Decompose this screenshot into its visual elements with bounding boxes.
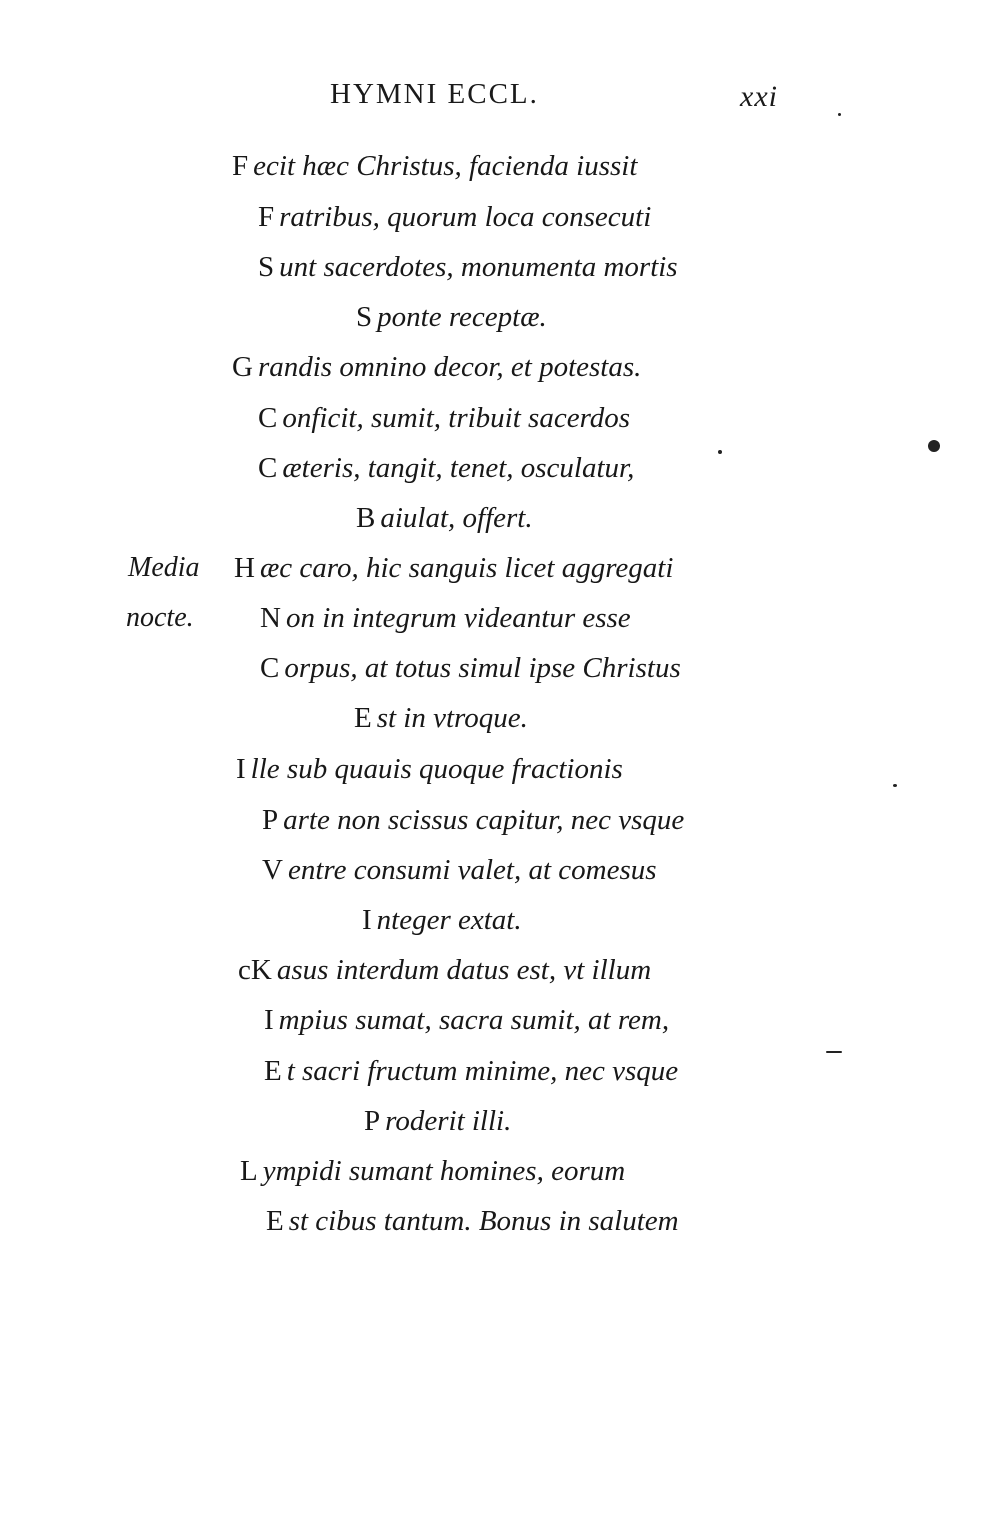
- line-text: unt sacerdotes, monumenta mortis: [279, 251, 678, 283]
- line-initial: I: [236, 753, 246, 785]
- line-initial: S: [356, 301, 373, 333]
- line-initial: I: [362, 904, 372, 936]
- line-initial: G: [232, 351, 253, 383]
- line-initial: F: [258, 201, 275, 233]
- verse-line: [266, 1207, 679, 1236]
- verse-line: [258, 203, 651, 232]
- line-text: ympidi sumant homines, eorum: [262, 1155, 626, 1187]
- verse-line: [262, 856, 657, 885]
- line-text: st cibus tantum. Bonus in salutem: [288, 1205, 679, 1237]
- line-initial: B: [356, 502, 376, 534]
- verse-line: [264, 1006, 669, 1035]
- line-initial: F: [232, 150, 249, 182]
- line-initial: P: [262, 804, 279, 836]
- verse-line: [362, 906, 522, 935]
- line-text: on in integrum videantur esse: [285, 602, 631, 634]
- verse-line: [258, 404, 630, 433]
- line-text: æteris, tangit, tenet, osculatur,: [282, 452, 635, 484]
- margin-note-line-1: Media: [128, 552, 200, 583]
- ink-speck: [838, 113, 841, 116]
- verse-line: [262, 806, 684, 835]
- line-text: t sacri fructum minime, nec vsque: [286, 1055, 679, 1087]
- ink-speck: [718, 450, 722, 454]
- line-initial: P: [364, 1105, 381, 1137]
- verse-line: [356, 504, 533, 533]
- line-text: randis omnino decor, et potestas.: [257, 351, 642, 383]
- line-text: æc caro, hic sanguis licet aggregati: [259, 552, 674, 584]
- line-initial: C: [258, 452, 278, 484]
- verse-line: [240, 1157, 625, 1186]
- running-title: HYMNI ECCL.: [330, 78, 539, 110]
- line-initial: cK: [238, 954, 272, 986]
- verse-line: [264, 1057, 678, 1086]
- verse-line: [364, 1107, 511, 1136]
- verse-line: [260, 604, 631, 633]
- line-text: lle sub quauis quoque fractionis: [250, 753, 623, 785]
- verse-line: [260, 654, 681, 683]
- line-text: orpus, at totus simul ipse Christus: [284, 652, 681, 684]
- ink-speck: [893, 784, 897, 787]
- line-initial: N: [260, 602, 281, 634]
- verse-line: [232, 353, 641, 382]
- verse-line: [354, 704, 528, 733]
- ink-speck: [928, 440, 940, 452]
- line-text: ponte receptæ.: [377, 301, 547, 333]
- line-text: st in vtroque.: [376, 702, 528, 734]
- line-text: roderit illi.: [385, 1105, 512, 1137]
- line-initial: L: [240, 1155, 258, 1187]
- verse-line: [356, 303, 547, 332]
- line-initial: E: [264, 1055, 282, 1087]
- verse-line: [232, 152, 637, 181]
- verse-line: [236, 755, 623, 784]
- line-initial: C: [260, 652, 280, 684]
- line-text: ecit hæc Christus, facienda iussit: [253, 150, 638, 182]
- line-text: entre consumi valet, at comesus: [287, 854, 657, 886]
- line-initial: C: [258, 402, 278, 434]
- line-initial: S: [258, 251, 275, 283]
- line-text: ratribus, quorum loca consecuti: [279, 201, 652, 233]
- line-initial: V: [262, 854, 283, 886]
- folio-number: xxi: [740, 80, 778, 113]
- line-text: onficit, sumit, tribuit sacerdos: [282, 402, 631, 434]
- margin-note-line-2: nocte.: [126, 602, 194, 633]
- line-initial: I: [264, 1004, 274, 1036]
- line-text: asus interdum datus est, vt illum: [276, 954, 652, 986]
- verse-line: [258, 253, 678, 282]
- ink-speck: [826, 1051, 842, 1053]
- line-text: aiulat, offert.: [380, 502, 533, 534]
- line-initial: E: [354, 702, 372, 734]
- line-text: arte non scissus capitur, nec vsque: [283, 804, 685, 836]
- verse-line: [258, 454, 634, 483]
- verse-line: [238, 956, 651, 985]
- verse-line: [234, 554, 673, 583]
- line-text: nteger extat.: [376, 904, 522, 936]
- line-initial: E: [266, 1205, 284, 1237]
- line-initial: H: [234, 552, 255, 584]
- line-text: mpius sumat, sacra sumit, at rem,: [278, 1004, 670, 1036]
